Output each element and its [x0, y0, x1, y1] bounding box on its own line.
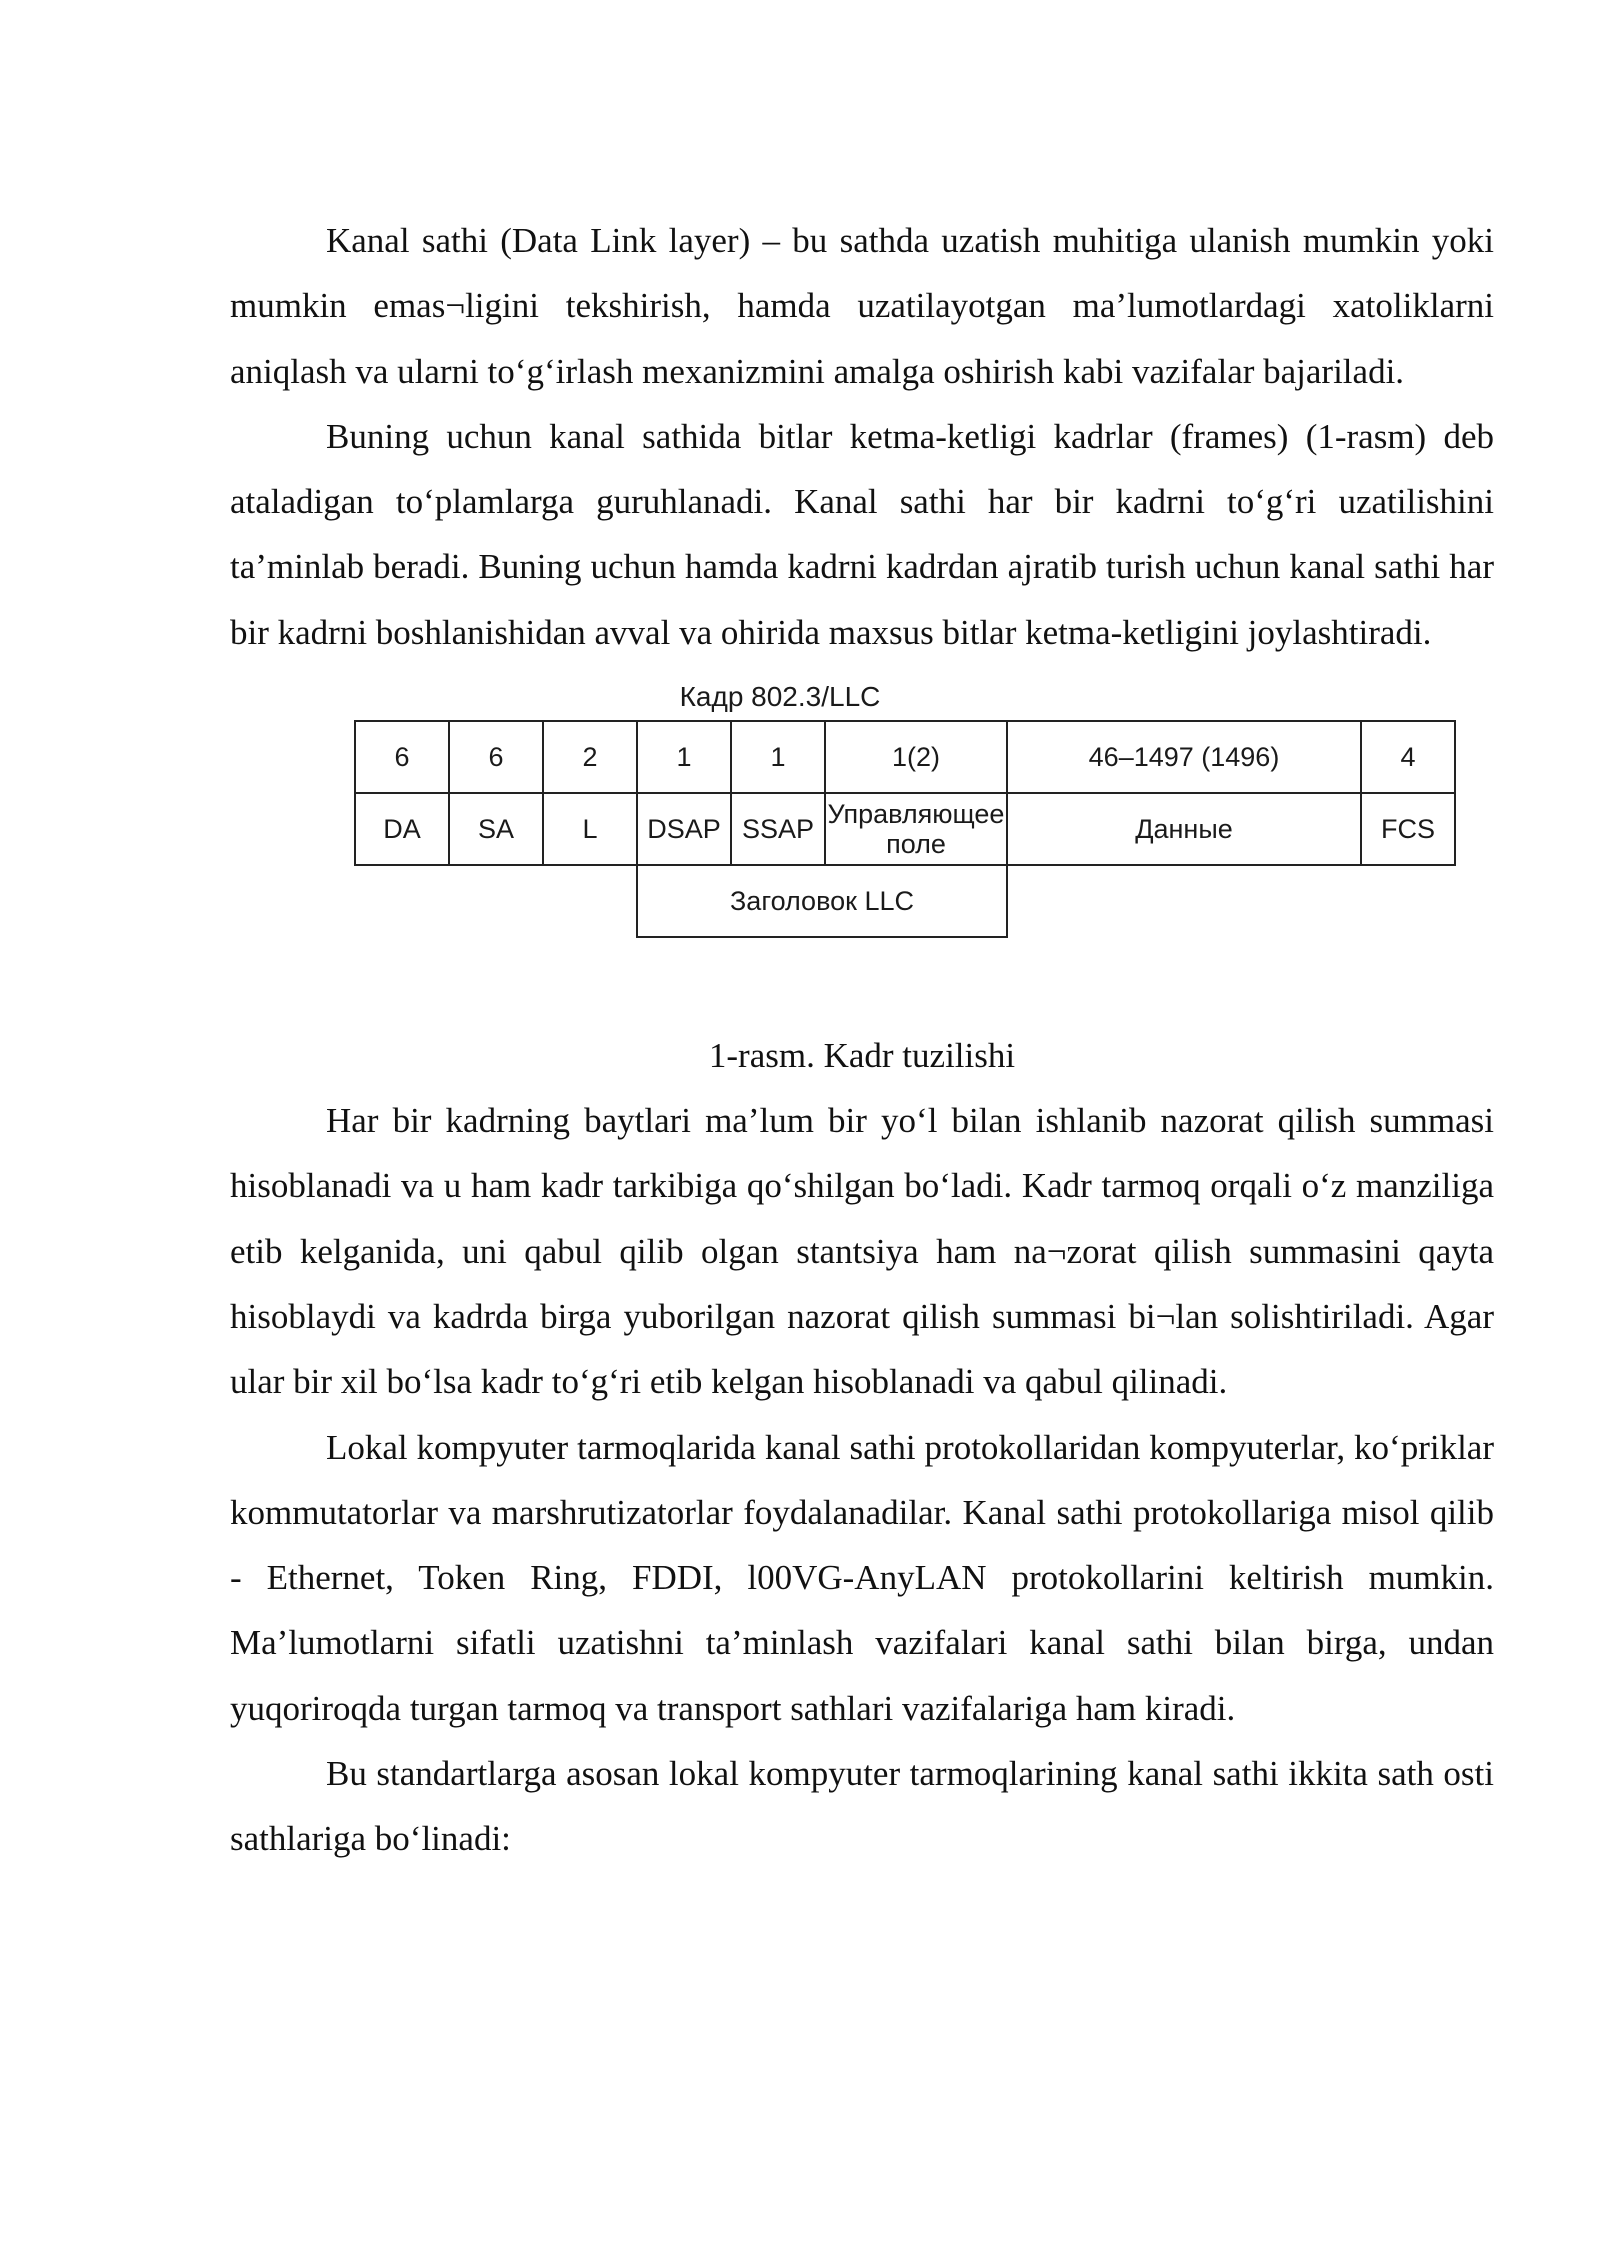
llc-spacer-left [355, 865, 637, 937]
field-cell-sa: SA [449, 793, 543, 865]
size-cell-control: 1(2) [825, 721, 1007, 793]
field-cell-da: DA [355, 793, 449, 865]
size-cell-da: 6 [355, 721, 449, 793]
size-cell-dsap: 1 [637, 721, 731, 793]
field-size-row [355, 721, 1455, 793]
frame-structure-figure [230, 680, 1494, 1017]
size-cell-fcs: 4 [1361, 721, 1455, 793]
field-name-row [355, 793, 1455, 865]
field-cell-l: L [543, 793, 637, 865]
size-cell-data: 46–1497 (1496) [1007, 721, 1361, 793]
size-cell-l: 2 [543, 721, 637, 793]
field-cell-ssap: SSAP [731, 793, 825, 865]
size-cell-sa: 6 [449, 721, 543, 793]
figure-caption: 1-rasm. Kadr tuzilishi [708, 1036, 1016, 1076]
field-cell-data: Данные [1007, 793, 1361, 865]
paragraph-sublayers: Bu standartlarga asosan lokal kompyuter tarmoqlarining kanal sathi ikkita sath osti sathlariga bo‘linadi: [230, 1754, 1494, 1859]
llc-spacer-right [1007, 865, 1455, 937]
llc-header-row [355, 865, 1455, 937]
field-cell-fcs: FCS [1361, 793, 1455, 865]
paragraph-checksum: Har bir kadrning baytlari ma’lum bir yo‘l bilan ishlanib nazorat qilish summasi hisoblanadi va u ham kadr tarkibiga qo‘shilgan bo‘ladi. Kadr tarmoq orqali o‘z manziliga etib kelganida, uni qabul qilib olgan stantsiya ham na¬zorat qilish summasini qayta hisoblaydi va kadrda birga yuborilgan nazorat qilish summasi bi¬lan solishtiriladi. Agar ular bir xil bo‘lsa kadr to‘g‘ri etib kelgan hisoblanadi va qabul qilinadi. [230, 1101, 1494, 1402]
field-cell-dsap: DSAP [637, 793, 731, 865]
document-page [230, 208, 1494, 1872]
llc-header-cell: Заголовок LLC [637, 865, 1007, 937]
control-field-line2: поле [886, 829, 946, 860]
frame-title: Кадр 802.3/LLC [679, 681, 881, 713]
paragraph-protocols: Lokal kompyuter tarmoqlarida kanal sathi protokollaridan kompyuterlar, ko‘priklar kommutatorlar va marshrutizatorlar foydalanadilar. Kanal sathi protokollariga misol qilib - Ethernet, Token Ring, FDDI, l00VG-AnyLAN protokollarini keltirish mumkin. Ma’lumotlarni sifatli uzatishni ta’minlash vazifalari kanal sathi bilan birga, undan yuqoriroqda turgan tarmoq va transport sathlari vazifalariga ham kiradi. [230, 1427, 1494, 1728]
size-cell-ssap: 1 [731, 721, 825, 793]
field-cell-control [825, 793, 1007, 865]
frame-structure-table [354, 720, 1456, 938]
control-field-line1: Управляющее [827, 799, 1005, 830]
paragraph-data-link-definition: Kanal sathi (Data Link layer) – bu sathda uzatish muhitiga ulanish mumkin yoki mumkin emas¬ligini tekshirish, hamda uzatilayotgan ma’lumotlardagi xatoliklarni aniqlash va ularni to‘g‘irlash mexanizmini amalga oshirish kabi vazifalar bajariladi. [230, 221, 1494, 391]
paragraph-frames-grouping: Buning uchun kanal sathida bitlar ketma-ketligi kadrlar (frames) (1-rasm) deb ataladigan to‘plamlarga guruhlanadi. Kanal sathi har bir kadrni to‘g‘ri uzatilishini ta’minlab beradi. Buning uchun hamda kadrni kadrdan ajratib turish uchun kanal sathi har bir kadrni boshlanishidan avval va ohirida maxsus bitlar ketma-ketligini joylashtiradi. [230, 416, 1494, 652]
